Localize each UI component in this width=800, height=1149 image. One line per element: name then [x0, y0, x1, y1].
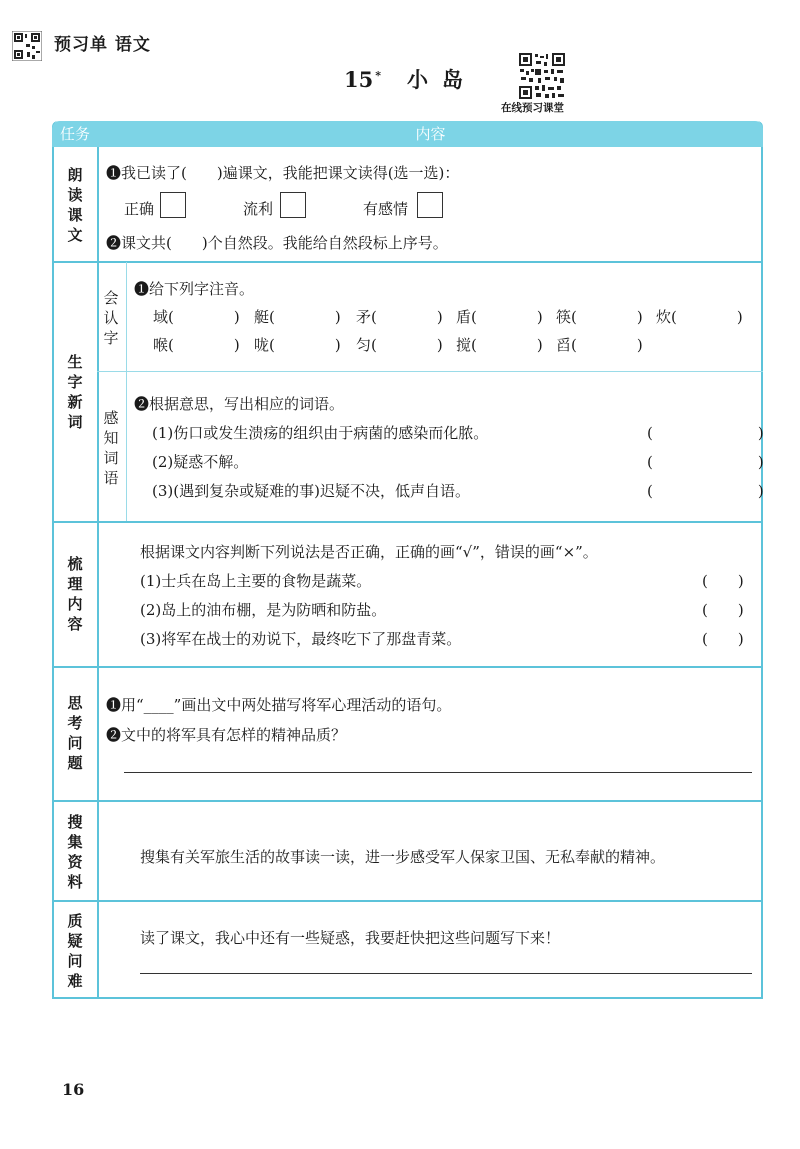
judge-item: (1)士兵在岛上主要的食物是蔬菜。 — [140, 572, 372, 590]
qr-caption: 在线预习课堂 — [501, 102, 564, 114]
sub-label-perceive: 感 知 词 语 — [103, 409, 119, 487]
option-checkbox[interactable] — [417, 192, 443, 218]
option-checkbox[interactable] — [280, 192, 306, 218]
header-content: 内容 — [415, 125, 446, 143]
option-label: 正确 — [124, 200, 155, 218]
pinyin-item[interactable]: 舀( ) — [556, 336, 643, 354]
pinyin-item[interactable]: 搅( ) — [456, 336, 543, 354]
sub-row-divider — [97, 371, 763, 372]
lesson-title — [344, 64, 477, 94]
header-task: 任务 — [59, 125, 90, 143]
qr-code-icon[interactable] — [518, 52, 566, 100]
row-divider — [52, 261, 763, 263]
pinyin-item[interactable]: 炊( ) — [656, 308, 743, 326]
option-label: 有感情 — [363, 200, 409, 218]
lesson-number: 15 — [344, 67, 374, 92]
pinyin-item[interactable]: 喉( ) — [153, 336, 240, 354]
meaning-item: (1)伤口或发生溃疡的组织由于病菌的感染而化脓。 — [152, 424, 489, 442]
qr-code-icon — [12, 31, 42, 61]
section-label-think: 思 考 问 题 — [67, 694, 83, 772]
think-question-2: ❷文中的将军具有怎样的精神品质？ — [106, 726, 347, 744]
meaning-answer[interactable]: ( ) — [647, 424, 764, 442]
section-label-words: 生 字 新 词 — [67, 353, 83, 431]
option-checkbox[interactable] — [160, 192, 186, 218]
pinyin-item[interactable]: 域( ) — [153, 308, 240, 326]
meaning-answer[interactable]: ( ) — [647, 482, 764, 500]
section-label-collect: 搜 集 资 料 — [67, 813, 83, 891]
question-text: 读了课文，我心中还有一些疑惑，我要赶快把这些问题写下来！ — [140, 929, 561, 947]
row-divider — [52, 666, 763, 668]
answer-line[interactable] — [124, 772, 752, 773]
meaning-item: (2)疑惑不解。 — [152, 453, 249, 471]
row-divider — [52, 800, 763, 802]
section-label-read: 朗 读 课 文 — [67, 166, 83, 244]
pinyin-item[interactable]: 矛( ) — [356, 308, 443, 326]
meaning-item: (3)(遇到复杂或疑难的事)迟疑不决，低声自语。 — [152, 482, 470, 500]
pinyin-item[interactable]: 筷( ) — [556, 308, 643, 326]
section-label-sort: 梳 理 内 容 — [67, 555, 83, 633]
read-question-2: ❷课文共( )个自然段。我能给自然段标上序号。 — [106, 234, 448, 252]
pinyin-item[interactable]: 匀( ) — [356, 336, 443, 354]
judge-item: (3)将军在战士的劝说下，最终吃下了那盘青菜。 — [140, 630, 462, 648]
collect-text: 搜集有关军旅生活的故事读一读，进一步感受军人保家卫国、无私奉献的精神。 — [140, 848, 666, 866]
section-label-question: 质 疑 问 难 — [67, 912, 83, 990]
pinyin-item[interactable]: 艇( ) — [254, 308, 341, 326]
meaning-answer[interactable]: ( ) — [647, 453, 764, 471]
meaning-title: ❷根据意思，写出相应的词语。 — [134, 395, 345, 413]
pinyin-item[interactable]: 盾( ) — [456, 308, 543, 326]
sub-label-recognize: 会 认 字 — [103, 289, 119, 347]
lesson-star: * — [375, 69, 381, 82]
think-question-1: ❶用“____”画出文中两处描写将军心理活动的语句。 — [106, 696, 452, 714]
sub-column-divider — [126, 262, 127, 521]
row-divider — [52, 521, 763, 523]
header-title: 预习单 语文 — [54, 35, 151, 55]
pinyin-item[interactable]: 咙( ) — [254, 336, 341, 354]
read-question-1: ❶我已读了( )遍课文，我能把课文读得(选一选)： — [106, 164, 460, 182]
judge-answer[interactable]: ( ) — [702, 572, 744, 590]
answer-line[interactable] — [140, 973, 752, 974]
judge-answer[interactable]: ( ) — [702, 630, 744, 648]
judge-answer[interactable]: ( ) — [702, 601, 744, 619]
judge-intro: 根据课文内容判断下列说法是否正确，正确的画“√”，错误的画“×”。 — [140, 543, 598, 561]
pinyin-title: ❶给下列字注音。 — [134, 280, 255, 298]
page-number: 16 — [62, 1080, 85, 1099]
option-label: 流利 — [243, 200, 274, 218]
lesson-name: 小岛 — [407, 67, 477, 92]
judge-item: (2)岛上的油布棚，是为防晒和防盐。 — [140, 601, 387, 619]
row-divider — [52, 900, 763, 902]
